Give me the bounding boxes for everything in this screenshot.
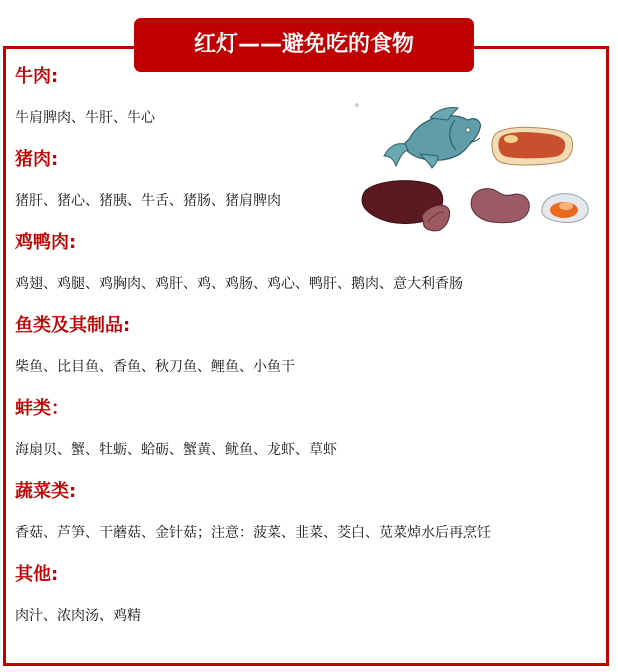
- section-items: 肉汁、浓肉汤、鸡精: [15, 608, 141, 624]
- section-vegetables: [15, 481, 491, 542]
- section-pork: [15, 149, 281, 210]
- section-other: [15, 564, 141, 625]
- section-items: 鸡翅、鸡腿、鸡胸肉、鸡肝、鸡、鸡肠、鸡心、鸭肝、鹅肉、意大利香肠: [15, 276, 463, 292]
- title-banner: [134, 18, 474, 72]
- section-heading: 鸡鸭肉:: [15, 232, 77, 253]
- food-illustration: [350, 98, 595, 233]
- section-heading: 牛肉:: [15, 66, 59, 87]
- section-heading: 猪肉:: [15, 149, 59, 170]
- section-heading: 其他:: [15, 564, 59, 585]
- section-poultry: [15, 232, 463, 293]
- section-heading: 蚌类：: [15, 398, 69, 419]
- section-heading: 蔬菜类:: [15, 481, 77, 502]
- scallop-icon: [542, 194, 589, 223]
- section-heading: 鱼类及其制品:: [15, 315, 131, 336]
- section-fish: [15, 315, 295, 376]
- section-shellfish: [15, 398, 337, 459]
- steak-icon: [492, 127, 573, 165]
- section-items: 海扇贝、蟹、牡蛎、蛤砺、蟹黄、鱿鱼、龙虾、草虾: [15, 442, 337, 458]
- liver-icon: [362, 181, 450, 231]
- page-title: 红灯——避免吃的食物: [193, 32, 414, 57]
- section-items: 柴鱼、比目鱼、香鱼、秋刀鱼、鲤鱼、小鱼干: [15, 359, 295, 375]
- section-beef: [15, 66, 155, 127]
- section-items: 猪肝、猪心、猪胰、牛舌、猪肠、猪肩脾肉: [15, 193, 281, 209]
- section-items: 牛肩脾肉、牛肝、牛心: [15, 110, 155, 126]
- section-items: 香菇、芦笋、干蘑菇、金针菇；注意：菠菜、韭菜、茭白、苋菜焯水后再烹饪: [15, 525, 491, 541]
- fish-icon: [384, 107, 480, 168]
- kidney-icon: [471, 189, 529, 223]
